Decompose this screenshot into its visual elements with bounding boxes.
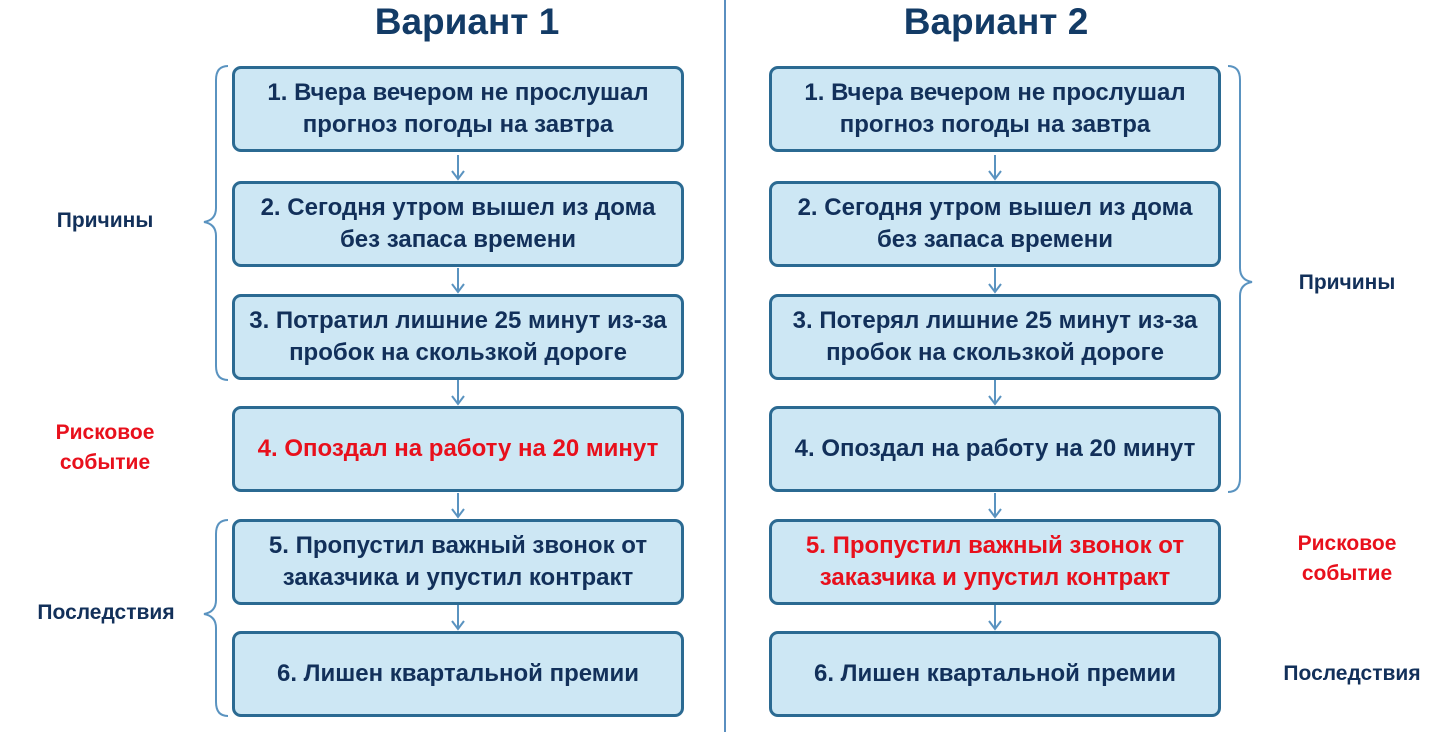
variant-2-step-2: 2. Сегодня утром вышел из дома без запаса времени	[769, 181, 1221, 267]
variant-1-causes-brace	[204, 66, 228, 380]
variant-2-step-1: 1. Вчера вечером не прослушал прогноз погоды на завтра	[769, 66, 1221, 152]
variant-1-step-2: 2. Сегодня утром вышел из дома без запаса времени	[232, 181, 684, 267]
variant-2-step-5-risk-event: 5. Пропустил важный звонок от заказчика и упустил контракт	[769, 519, 1221, 605]
variant-1-risk-label-line-1: Рисковое	[55, 421, 155, 444]
variant-2-step-3: 3. Потерял лишние 25 минут из-за пробок на скользкой дороге	[769, 294, 1221, 380]
variant-2-consequences-label: Последствия	[1283, 662, 1421, 685]
variant-2-title: Вариант 2	[903, 1, 1089, 42]
variant-2-causes-label: Причины	[1298, 271, 1396, 294]
variant-1-title: Вариант 1	[374, 1, 560, 42]
variant-1-step-4-risk-event: 4. Опоздал на работу на 20 минут	[232, 406, 684, 492]
variant-1-step-1: 1. Вчера вечером не прослушал прогноз погоды на завтра	[232, 66, 684, 152]
variant-1-step-3: 3. Потратил лишние 25 минут из-за пробок на скользкой дороге	[232, 294, 684, 380]
variant-2-step-6: 6. Лишен квартальной премии	[769, 631, 1221, 717]
variant-1-causes-label: Причины	[56, 209, 154, 232]
variant-2-risk-label-line-1: Рисковое	[1297, 532, 1397, 555]
variant-2-risk-label	[1272, 529, 1422, 589]
variant-2-step-4: 4. Опоздал на работу на 20 минут	[769, 406, 1221, 492]
variant-1-risk-label	[30, 418, 180, 478]
variant-2-risk-label-line-2: событие	[1301, 562, 1393, 585]
variant-1-risk-label-line-2: событие	[59, 451, 151, 474]
variant-2-causes-brace	[1228, 66, 1252, 492]
variant-1-consequences-label: Последствия	[37, 601, 175, 624]
variant-1-step-5: 5. Пропустил важный звонок от заказчика и упустил контракт	[232, 519, 684, 605]
variant-1-step-6: 6. Лишен квартальной премии	[232, 631, 684, 717]
variant-1-consequences-brace	[204, 520, 228, 716]
